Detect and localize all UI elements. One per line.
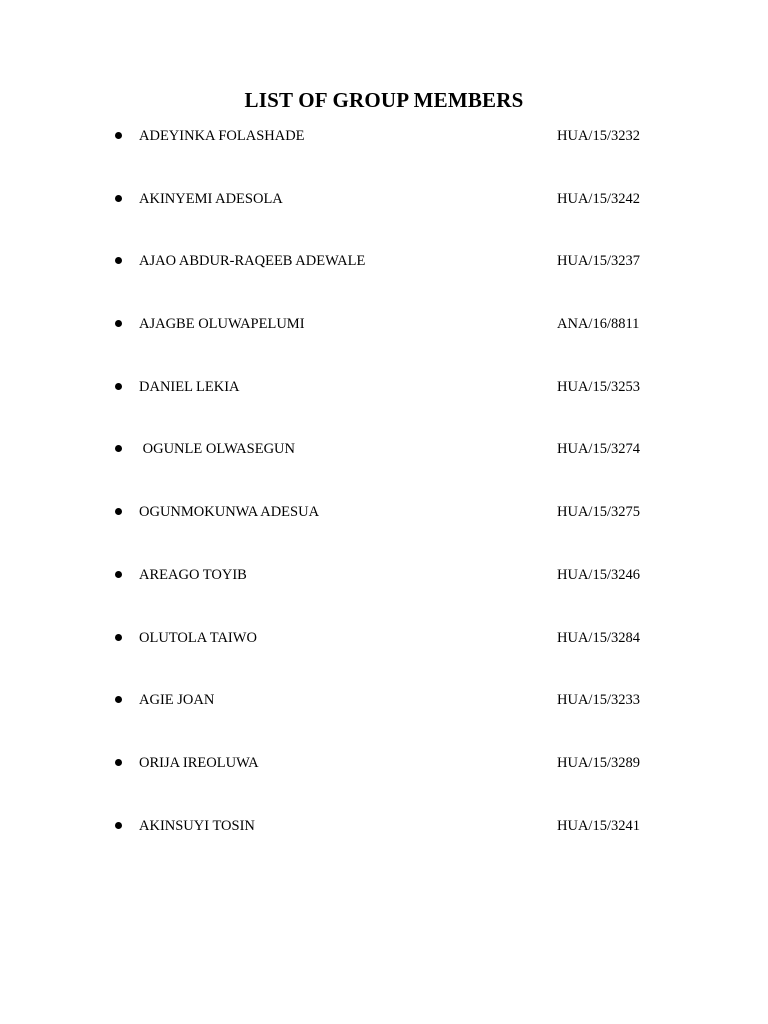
bullet-icon <box>115 571 122 578</box>
member-reg-number: HUA/15/3232 <box>557 128 640 144</box>
member-name: OGUNMOKUNWA ADESUA <box>139 504 320 521</box>
bullet-icon <box>115 383 122 390</box>
member-name: AKINSUYI TOSIN <box>139 817 255 834</box>
member-reg-number: HUA/15/3237 <box>557 253 640 270</box>
member-name: DANIEL LEKIA <box>139 378 240 395</box>
member-reg-number: HUA/15/3253 <box>557 378 640 395</box>
member-reg-number: HUA/15/3242 <box>557 190 640 207</box>
list-item <box>0 187 768 250</box>
member-name: AKINYEMI ADESOLA <box>139 190 283 207</box>
list-item <box>0 688 768 751</box>
member-name: AJAGBE OLUWAPELUMI <box>139 316 305 333</box>
member-reg-number: HUA/15/3284 <box>557 629 640 646</box>
list-item <box>0 626 768 689</box>
member-name: AJAO ABDUR-RAQEEB ADEWALE <box>139 253 366 270</box>
member-reg-number: HUA/15/3246 <box>557 566 640 583</box>
member-reg-number: HUA/15/3233 <box>557 692 640 709</box>
list-item <box>0 124 768 187</box>
list-item <box>0 563 768 626</box>
bullet-icon <box>115 132 122 139</box>
member-list <box>0 124 768 876</box>
list-item <box>0 814 768 877</box>
member-reg-number: HUA/15/3275 <box>557 504 640 521</box>
bullet-icon <box>115 508 122 515</box>
bullet-icon <box>115 445 122 452</box>
member-name: AREAGO TOYIB <box>139 566 247 583</box>
member-name: AGIE JOAN <box>139 692 215 709</box>
member-reg-number: HUA/15/3274 <box>557 441 640 458</box>
member-name: ORIJA IREOLUWA <box>139 754 259 771</box>
list-item <box>0 751 768 814</box>
bullet-icon <box>115 320 122 327</box>
member-name: OLUTOLA TAIWO <box>139 629 257 646</box>
document-title: LIST OF GROUP MEMBERS <box>244 88 524 112</box>
list-item <box>0 249 768 312</box>
bullet-icon <box>115 195 122 202</box>
bullet-icon <box>115 759 122 766</box>
bullet-icon <box>115 257 122 264</box>
member-reg-number: HUA/15/3289 <box>557 754 640 771</box>
bullet-icon <box>115 822 122 829</box>
list-item <box>0 312 768 375</box>
member-name: OGUNLE OLWASEGUN <box>139 441 295 458</box>
member-reg-number: HUA/15/3241 <box>557 817 640 834</box>
list-item <box>0 500 768 563</box>
list-item <box>0 437 768 500</box>
member-name: ADEYINKA FOLASHADE <box>139 128 305 144</box>
bullet-icon <box>115 696 122 703</box>
bullet-icon <box>115 634 122 641</box>
member-reg-number: ANA/16/8811 <box>557 316 640 333</box>
list-item <box>0 375 768 438</box>
